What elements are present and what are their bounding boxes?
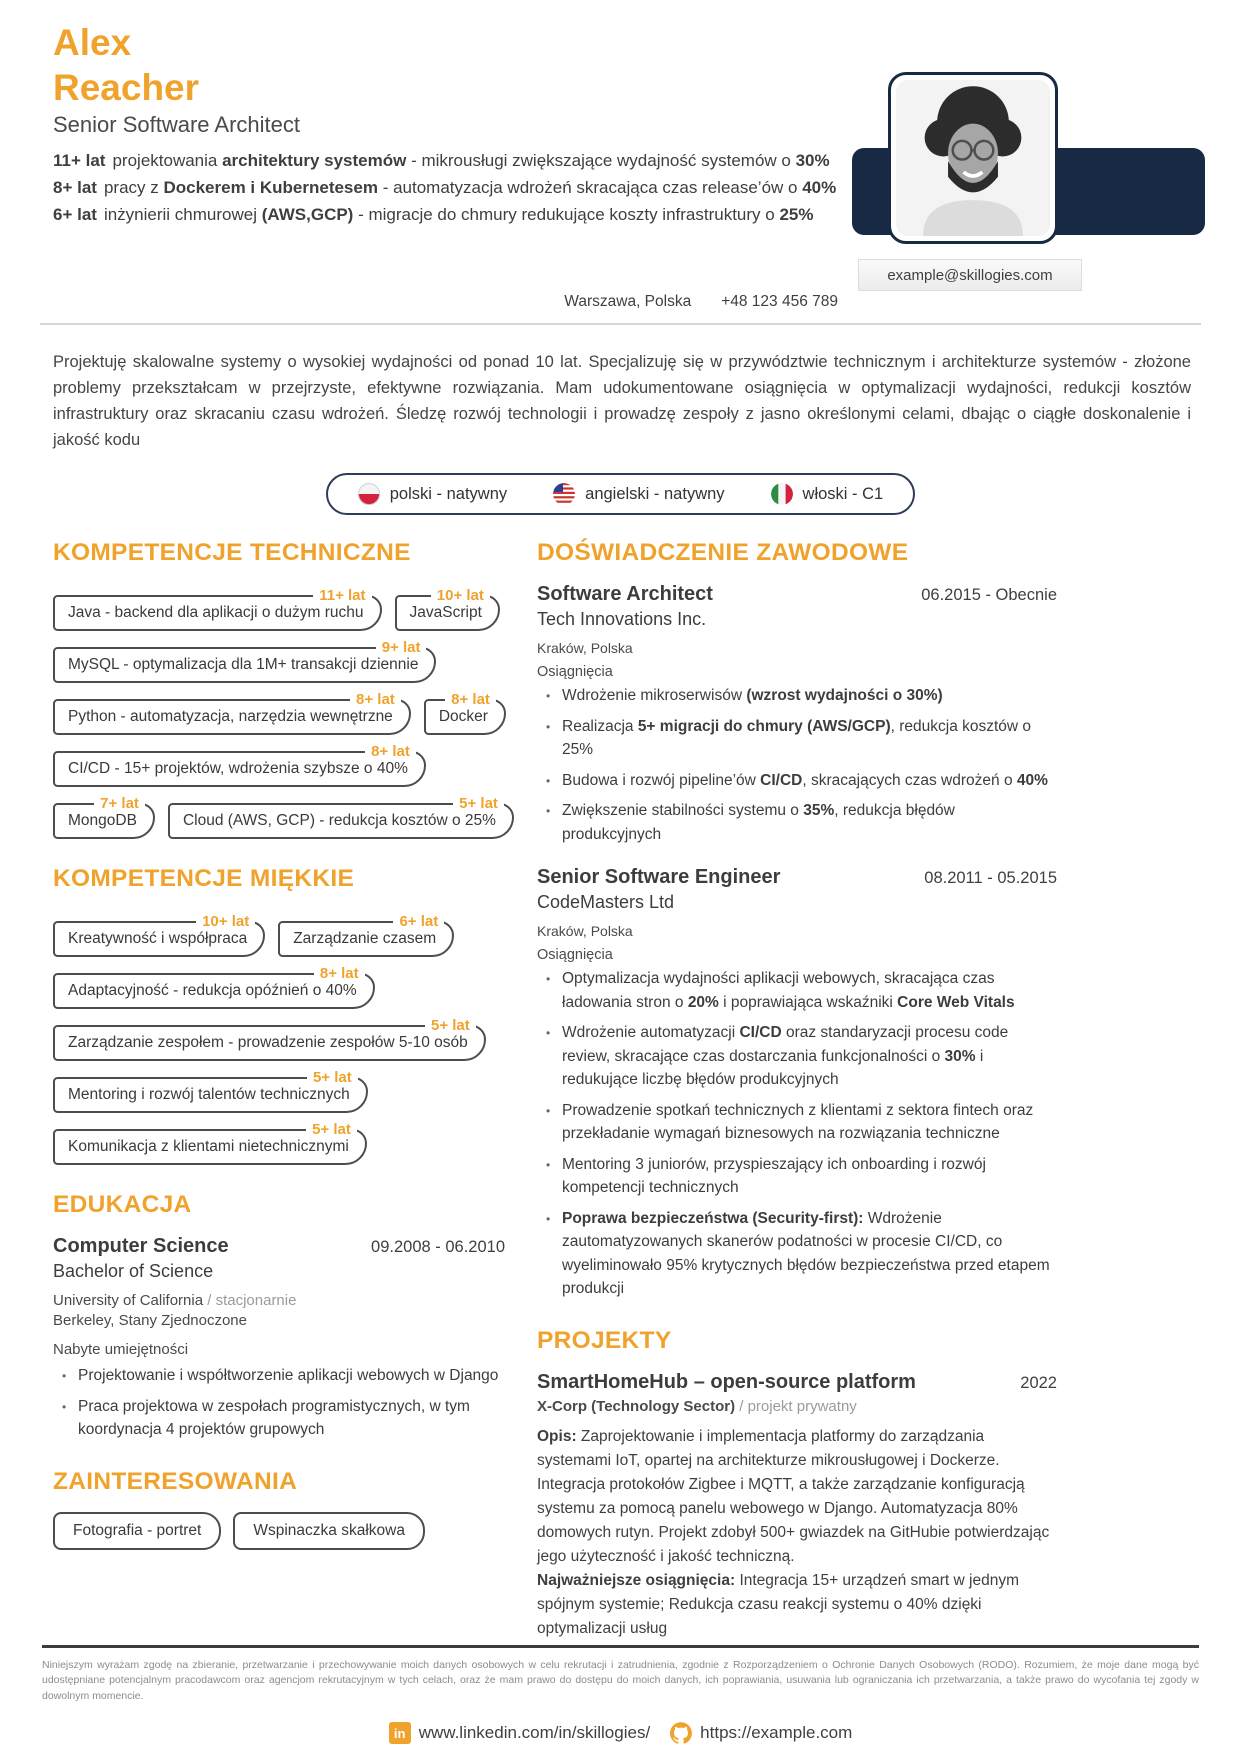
soft-skill-pills	[53, 909, 505, 1165]
section-interests	[53, 1468, 505, 1550]
years-badge: 10+ lat	[431, 587, 490, 604]
poland-flag-icon	[358, 483, 380, 505]
projects-title: PROJEKTY	[537, 1326, 672, 1354]
job-role: Senior Software Engineer	[537, 866, 781, 888]
achievements-list	[537, 684, 1057, 846]
education-dates: 09.2008 - 06.2010	[371, 1238, 505, 1256]
footer	[0, 1645, 1241, 1745]
skill-pill	[53, 691, 411, 735]
language-item	[358, 483, 507, 505]
footer-links	[42, 1722, 1199, 1744]
skill-row	[53, 1013, 505, 1061]
job-title: Senior Software Architect	[53, 112, 301, 137]
skill-pill	[53, 743, 426, 787]
experience-entries	[537, 583, 1057, 1301]
header-divider	[40, 323, 1201, 325]
language-label: polski - natywny	[389, 484, 508, 503]
contact-location: Warszawa, Polska	[564, 293, 692, 310]
skill-label: Adaptacyjność - redukcja opóźnień o 40%	[68, 982, 357, 999]
job-location: Kraków, Polska	[537, 923, 633, 939]
skill-label: Zarządzanie czasem	[293, 930, 437, 947]
footer-divider	[42, 1645, 1199, 1648]
education-mode: / stacjonarnie	[207, 1292, 297, 1309]
first-name: Alex	[53, 22, 132, 63]
achievement-item: • Realizacja 5+ migracji do chmury (AWS/GCP), redukcja kosztów o 25%	[537, 715, 1057, 762]
section-projects	[537, 1327, 1057, 1641]
experience-entry	[537, 866, 1057, 1301]
skill-label: Python - automatyzacja, narzędzia wewnętrzne	[68, 708, 393, 725]
left-column	[53, 539, 505, 1576]
section-experience	[537, 539, 1057, 1301]
technical-skills-title: KOMPETENCJE TECHNICZNE	[53, 539, 411, 566]
education-degree: Computer Science	[53, 1235, 229, 1257]
skill-pill	[53, 1017, 486, 1061]
skill-label: MongoDB	[68, 812, 137, 829]
skill-pill	[53, 795, 155, 839]
job-dates: 08.2011 - 05.2015	[924, 869, 1057, 887]
achievement-item: • Mentoring 3 juniorów, przyspieszający ich onboarding i rozwój kompetencji technicznych	[537, 1153, 1057, 1200]
website-url: https://example.com	[700, 1723, 853, 1742]
interest-pill: Fotografia - portret	[53, 1512, 221, 1550]
language-item	[771, 483, 884, 505]
job-company: Tech Innovations Inc.	[537, 609, 707, 629]
achievement-item: • Optymalizacja wydajności aplikacji webowych, skracająca czas ładowania stron o 20% i poprawiająca wskaźniki Core Web Vitals	[537, 967, 1057, 1014]
education-bullets	[53, 1364, 505, 1442]
portrait-illustration	[896, 80, 1050, 236]
skill-pill	[395, 587, 500, 631]
header	[0, 0, 1241, 336]
achievement-item: • Wdrożenie mikroserwisów (wzrost wydajności o 30%)	[537, 684, 1057, 708]
skill-label: Docker	[438, 708, 488, 725]
interest-pills	[53, 1512, 505, 1550]
years-badge: 8+ lat	[350, 691, 401, 708]
highlight-line: 6+ lat inżynierii chmurowej (AWS,GCP) - migracje do chmury redukujące koszty infrastruktury o 25%	[53, 205, 814, 224]
content-columns	[53, 539, 1241, 1667]
italy-flag-icon	[771, 483, 793, 505]
skill-pill	[53, 965, 375, 1009]
website-link[interactable]	[670, 1722, 852, 1744]
years-badge: 5+ lat	[306, 1121, 357, 1138]
section-education	[53, 1191, 505, 1442]
job-company: CodeMasters Ltd	[537, 892, 675, 912]
achievement-item: • Budowa i rozwój pipeline’ów CI/CD, skracających czas wdrożeń o 40%	[537, 769, 1057, 793]
technical-skill-pills	[53, 583, 505, 839]
skill-label: Java - backend dla aplikacji o dużym ruchu	[68, 604, 364, 621]
years-badge: 8+ lat	[445, 691, 496, 708]
job-role: Software Architect	[537, 583, 713, 605]
bullet-item: • Projektowanie i współtworzenie aplikacji webowych w Django	[53, 1364, 505, 1388]
skill-label: Mentoring i rozwój talentów technicznych	[68, 1086, 350, 1103]
language-item	[553, 483, 724, 505]
skill-label: CI/CD - 15+ projektów, wdrożenia szybsze o 40%	[68, 760, 408, 777]
experience-entry	[537, 583, 1057, 846]
skill-row	[53, 739, 505, 787]
achievement-item: • Zwiększenie stabilności systemu o 35%, redukcja błędów produkcyjnych	[537, 799, 1057, 846]
email-chip[interactable]: example@skillogies.com	[858, 259, 1082, 291]
github-icon	[670, 1722, 692, 1744]
linkedin-link[interactable]	[389, 1722, 650, 1744]
skill-pill	[53, 1121, 367, 1165]
project-paragraph: Opis: Zaprojektowanie i implementacja platformy do zarządzania systemami IoT, opartej na architekturze mikrousługowej i Dockerze. Integracja protokołów Zigbee i MQTT, a także zarządzanie konfiguracją systemu za pomocą panelu webowego w Django. Automatyzacja 80% domowych rutyn. Projekt zdobył 500+ gwiazdek na GitHubie potwierdzając jego użyteczność i jakość techniczną.	[537, 1427, 1050, 1565]
education-level: Bachelor of Science	[53, 1261, 214, 1281]
achievement-item: • Wdrożenie automatyzacji CI/CD oraz standaryzacji procesu code review, skracające czas dostarczania funkcjonalności o 30% i redukujące liczbę błędów produkcyjnych	[537, 1021, 1057, 1092]
project-org: X-Corp (Technology Sector)	[537, 1397, 736, 1415]
language-label: angielski - natywny	[585, 484, 725, 503]
skill-row	[53, 791, 505, 839]
years-badge: 5+ lat	[453, 795, 504, 812]
section-soft-skills	[53, 865, 505, 1165]
summary-text: Projektuję skalowalne systemy o wysokiej wydajności od ponad 10 lat. Specjalizuję się w przywództwie technicznym i architekturze systemów - złożone problemy przekształcam w przejrzyste, efektywne rozwiązania. Mam udokumentowane osiągnięcia w optymalizacji wydajności, redukcji kosztów infrastruktury oraz skracaniu czasu wdrożeń. Śledzę rozwój technologii i prowadzę zespoły z jasno określonymi celami, dbając o ciągłe doskonalenie i jakość kodu	[53, 353, 1191, 449]
skill-row	[53, 1117, 505, 1165]
bullet-item: • Praca projektowa w zespołach programistycznych, w tym koordynacja 4 projektów grupowych	[53, 1395, 505, 1442]
experience-title: DOŚWIADCZENIE ZAWODOWE	[537, 539, 909, 566]
skill-row	[53, 583, 505, 631]
job-head	[537, 866, 1057, 889]
rodo-consent-text: Niniejszym wyrażam zgodę na zbieranie, przetwarzanie i przechowywanie moich danych osobowych w celu rekrutacji i zatrudnienia, zgodnie z Rozporządzeniem o Ochronie Danych Osobowych (RODO). Rozumiem, że moje dane mogą być udostępniane potencjalnym pracodawcom oraz agencjom rekrutacyjnym w tych celach, oraz że mam prawo do dostępu do moich danych, ich poprawiania, usuwania lub ograniczania ich przetwarzania, a także prawo do wycofania tej zgody w dowolnym momencie.	[42, 1658, 1199, 1702]
years-badge: 6+ lat	[393, 913, 444, 930]
skill-pill	[424, 691, 506, 735]
language-label: włoski - C1	[802, 484, 884, 503]
education-head	[53, 1235, 505, 1258]
education-location: Berkeley, Stany Zjednoczone	[53, 1312, 247, 1329]
usa-flag-icon	[553, 483, 575, 505]
highlight-line: 8+ lat pracy z Dockerem i Kubernetesem - automatyzacja wdrożeń skracająca czas release’ów o 40%	[53, 178, 837, 197]
person-name	[53, 20, 199, 110]
languages-bar	[326, 473, 915, 515]
education-school: University of California	[53, 1292, 204, 1309]
project-year: 2022	[1020, 1373, 1057, 1392]
skill-pill	[53, 1069, 368, 1113]
right-column	[537, 539, 1057, 1667]
project-name: SmartHomeHub – open-source platform	[537, 1370, 916, 1393]
skill-pill	[53, 913, 265, 957]
linkedin-url: www.linkedin.com/in/skillogies/	[418, 1723, 651, 1742]
skill-row	[53, 909, 505, 957]
skill-row	[53, 1065, 505, 1113]
skill-label: Zarządzanie zespołem - prowadzenie zespołów 5-10 osób	[68, 1034, 468, 1051]
last-name: Reacher	[53, 67, 200, 108]
years-badge: 9+ lat	[376, 639, 427, 656]
job-location: Kraków, Polska	[537, 640, 633, 656]
education-skills-label: Nabyte umiejętności	[53, 1341, 189, 1358]
years-badge: 5+ lat	[307, 1069, 358, 1086]
section-technical-skills	[53, 539, 505, 839]
achievements-list	[537, 967, 1057, 1301]
interest-pill: Wspinaczka skałkowa	[233, 1512, 425, 1550]
years-badge: 7+ lat	[94, 795, 145, 812]
highlight-line: 11+ lat projektowania architektury systemów - mikrousługi zwiększające wydajność systemów o 30%	[53, 151, 830, 170]
project-head	[537, 1371, 1057, 1394]
project-paragraph: Najważniejsze osiągnięcia: Integracja 15+ urządzeń smart w jednym spójnym systemie; Redukcja czasu reakcji systemu o 40% dzięki optymalizacji usług	[537, 1571, 1020, 1637]
years-badge: 10+ lat	[196, 913, 255, 930]
interests-title: ZAINTERESOWANIA	[53, 1467, 298, 1495]
skill-label: MySQL - optymalizacja dla 1M+ transakcji dziennie	[68, 656, 419, 673]
project-kind: / projekt prywatny	[739, 1397, 857, 1415]
job-dates: 06.2015 - Obecnie	[921, 586, 1057, 604]
soft-skills-title: KOMPETENCJE MIĘKKIE	[53, 865, 355, 892]
skill-pill	[53, 587, 382, 631]
achievements-label: Osiągnięcia	[537, 947, 613, 963]
skill-pill	[168, 795, 514, 839]
years-badge: 11+ lat	[313, 587, 371, 604]
education-title: EDUKACJA	[53, 1191, 192, 1218]
profile-photo	[888, 72, 1058, 244]
achievement-item: • Prowadzenie spotkań technicznych z klientami z sektora fintech oraz przekładanie wymagań biznesowych na rozwiązania techniczne	[537, 1099, 1057, 1146]
contact-row	[0, 293, 838, 311]
skill-pill	[53, 639, 436, 683]
skill-row	[53, 635, 505, 683]
linkedin-icon: in	[389, 1722, 411, 1744]
project-org-line	[537, 1398, 1057, 1415]
project-description	[537, 1425, 1057, 1641]
years-badge: 8+ lat	[314, 965, 365, 982]
years-badge: 5+ lat	[425, 1017, 476, 1034]
skill-label: Kreatywność i współpraca	[68, 930, 248, 947]
skill-row	[53, 687, 505, 735]
job-head	[537, 583, 1057, 606]
skill-label: Cloud (AWS, GCP) - redukcja kosztów o 25%	[182, 812, 496, 829]
achievement-item: • Poprawa bezpieczeństwa (Security-first): Wdrożenie zautomatyzowanych skanerów podatności w procesie CI/CD, co wyeliminowało 95% krytycznych błędów bezpieczeństwa przed etapem produkcji	[537, 1207, 1057, 1301]
highlights	[53, 147, 863, 228]
skill-label: JavaScript	[409, 604, 482, 621]
years-badge: 8+ lat	[365, 743, 416, 760]
skill-label: Komunikacja z klientami nietechnicznymi	[68, 1138, 349, 1155]
achievements-label: Osiągnięcia	[537, 664, 613, 680]
contact-phone: +48 123 456 789	[721, 293, 838, 310]
skill-row	[53, 961, 505, 1009]
education-school-line	[53, 1292, 505, 1309]
skill-pill	[278, 913, 454, 957]
